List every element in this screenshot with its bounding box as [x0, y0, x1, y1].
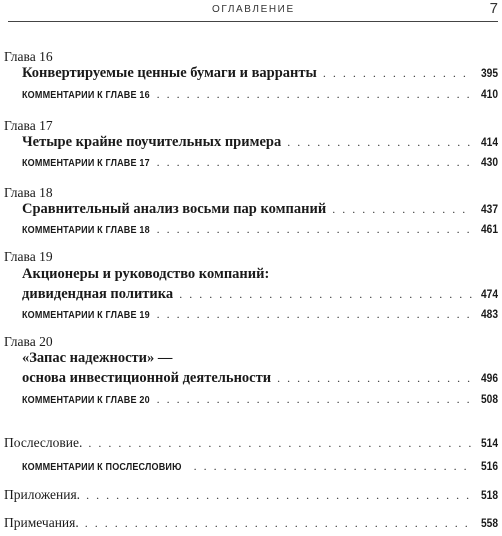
toc-entry-title-line: «Запас надежности» — [22, 350, 173, 366]
chapter-label: Глава 16 [4, 49, 53, 64]
toc-entry-comments-19[interactable] [22, 307, 498, 322]
chapter-label: Глава 17 [4, 118, 53, 133]
toc-entry-chapter-16[interactable] [22, 65, 498, 82]
dot-leader [157, 155, 472, 170]
toc-entry-page: 508 [480, 392, 498, 406]
dot-leader [86, 488, 472, 503]
toc-entry-title: КОММЕНТАРИИ К ГЛАВЕ 18 [22, 224, 150, 236]
dot-leader [287, 135, 472, 150]
toc-entry-page: 461 [480, 222, 498, 236]
toc-entry-title: Примечания. [4, 515, 79, 530]
header-rule [8, 21, 498, 22]
toc-entry-chapter-17[interactable] [22, 134, 498, 151]
toc-entry-title: основа инвестиционной деятельности [22, 370, 272, 386]
dot-leader [157, 307, 472, 322]
toc-entry-title-line: Акционеры и руководство компаний: [22, 266, 270, 282]
toc-entry-page: 474 [480, 287, 498, 301]
toc-entry-notes[interactable] [4, 515, 498, 531]
toc-entry-page: 430 [480, 155, 498, 169]
chapter-label: Глава 18 [4, 185, 53, 200]
toc-entry-page: 514 [480, 436, 498, 450]
chapter-label: Глава 19 [4, 249, 53, 264]
toc-entry-page: 483 [480, 307, 498, 321]
toc-entry-chapter-19[interactable] [22, 286, 498, 303]
toc-entry-appendices[interactable] [4, 487, 498, 503]
dot-leader [85, 516, 472, 531]
toc-entry-page: 414 [480, 135, 498, 149]
toc-entry-page: 410 [480, 87, 498, 101]
toc-entry-title: Сравнительный анализ восьми пар компаний [22, 201, 327, 217]
dot-leader [179, 287, 472, 302]
running-title: ОГЛАВЛЕНИЕ [212, 4, 295, 15]
page-header [0, 0, 502, 22]
toc-entry-comments-17[interactable] [22, 155, 498, 170]
toc-entry-comments-16[interactable] [22, 87, 498, 102]
toc-entry-page: 395 [480, 66, 498, 80]
toc-entry-chapter-20[interactable] [22, 370, 498, 387]
chapter-label: Глава 20 [4, 334, 53, 349]
toc-entry-page: 437 [480, 202, 498, 216]
toc-entry-title: КОММЕНТАРИИ К ГЛАВЕ 17 [22, 157, 150, 169]
toc-entry-title: Конвертируемые ценные бумаги и варранты [22, 65, 317, 81]
page-number: 7 [489, 0, 498, 17]
dot-leader [157, 392, 472, 407]
dot-leader [194, 459, 472, 474]
toc-entry-page: 558 [480, 516, 498, 530]
dot-leader [332, 202, 472, 217]
dot-leader [88, 436, 472, 451]
toc-entry-title: Послесловие. [4, 435, 83, 450]
toc-entry-afterword[interactable] [4, 435, 498, 451]
toc-entry-comments-18[interactable] [22, 222, 498, 237]
toc-entry-comments-20[interactable] [22, 392, 498, 407]
toc-entry-afterword-comments[interactable] [22, 459, 498, 474]
toc-entry-title: КОММЕНТАРИИ К ГЛАВЕ 16 [22, 89, 150, 101]
toc-entry-page: 516 [480, 459, 498, 473]
toc-entry-page: 518 [480, 488, 498, 502]
toc-entry-chapter-18[interactable] [22, 201, 498, 218]
toc-entry-page: 496 [480, 371, 498, 385]
toc-entry-title: КОММЕНТАРИИ К ГЛАВЕ 19 [22, 309, 150, 321]
toc-entry-title: КОММЕНТАРИИ К ГЛАВЕ 20 [22, 394, 150, 406]
dot-leader [323, 66, 472, 81]
toc-entry-title: Четыре крайне поучительных примера [22, 134, 282, 150]
toc-entry-title: Приложения. [4, 487, 81, 502]
dot-leader [157, 222, 472, 237]
toc-entry-title: КОММЕНТАРИИ К ПОСЛЕСЛОВИЮ [22, 461, 182, 473]
dot-leader [157, 87, 472, 102]
toc-entry-title: дивидендная политика [22, 286, 174, 302]
dot-leader [277, 371, 472, 386]
